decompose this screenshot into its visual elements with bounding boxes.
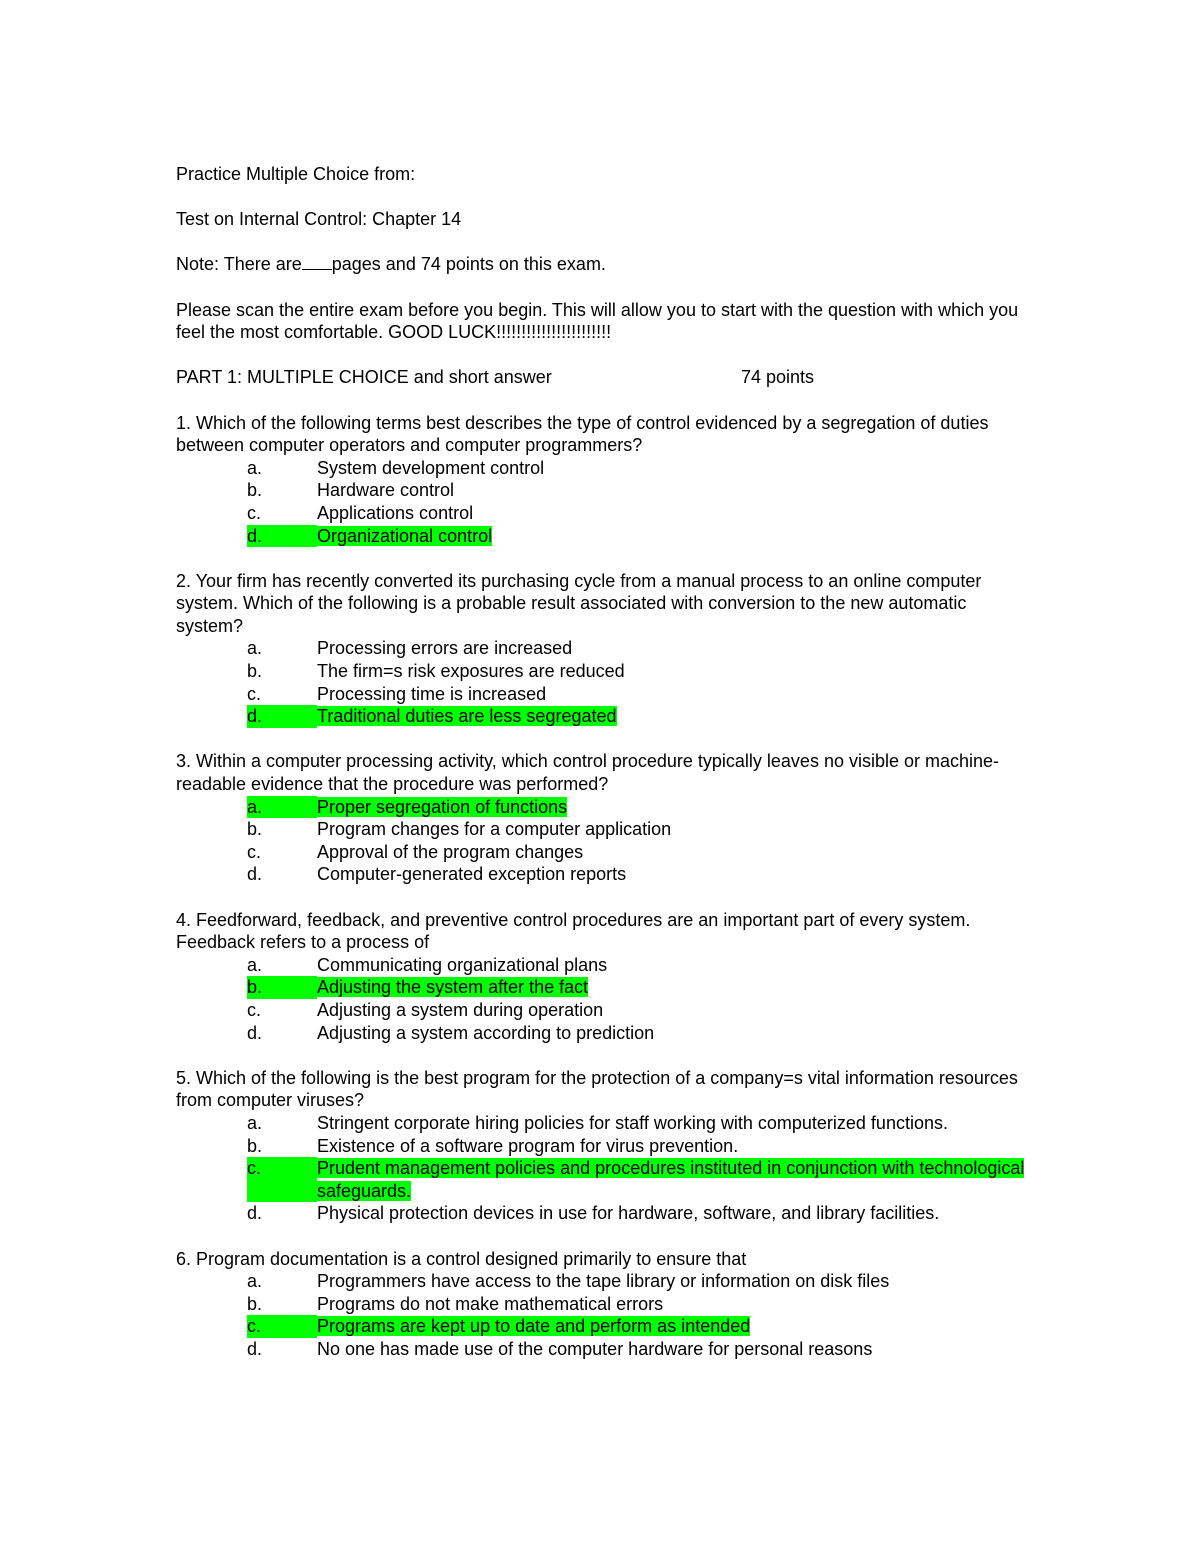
option-letter: c. [247, 1315, 317, 1338]
option-text: System development control [317, 457, 545, 478]
option-letter: d. [247, 525, 317, 548]
option-letter: d. [247, 1022, 263, 1043]
option-text: Prudent management policies and procedures instituted in conjunction with technological safeguards. [317, 1158, 1025, 1201]
option-text: Hardware control [317, 480, 455, 501]
option-text-wrap [317, 502, 1036, 525]
answer-option [247, 479, 1036, 502]
answer-option-correct [247, 796, 1036, 819]
option-text: Communicating organizational plans [317, 954, 608, 975]
option-text-wrap [317, 683, 1036, 706]
option-letter: b. [247, 819, 263, 840]
answer-option-correct [247, 1315, 1036, 1338]
option-letter: a. [247, 796, 317, 819]
option-letter: c. [247, 841, 262, 862]
option-text: Processing errors are increased [317, 638, 573, 659]
option-text-wrap [317, 1022, 1036, 1045]
answer-option [247, 683, 1036, 706]
exam-instructions: Please scan the entire exam before you begin. This will allow you to start with the question with which you feel the most comfortable. GOOD LUCK!!!!!!!!!!!!!!!!!!!!!!! [176, 299, 1019, 343]
option-text: Physical protection devices in use for hardware, software, and library facilities. [317, 1203, 940, 1224]
option-letter: a. [247, 457, 263, 478]
option-text-wrap [317, 1270, 1036, 1293]
answer-option-correct [247, 976, 1036, 999]
option-letter: a. [247, 1271, 263, 1292]
answer-option [247, 1293, 1036, 1316]
option-text: Programs are kept up to date and perform as intended [317, 1316, 751, 1337]
option-text-wrap [317, 1157, 1036, 1202]
option-text-wrap [317, 457, 1036, 480]
option-letter: d. [247, 864, 263, 885]
option-text-wrap [317, 863, 1036, 886]
option-text-wrap [317, 1135, 1036, 1158]
option-text: Existence of a software program for virus prevention. [317, 1135, 739, 1156]
option-letter: c. [247, 502, 262, 523]
answer-option [247, 999, 1036, 1022]
part-title: PART 1: MULTIPLE CHOICE and short answer [176, 367, 552, 388]
answer-option [247, 1135, 1036, 1158]
option-text: Organizational control [317, 525, 493, 546]
answer-option [247, 1202, 1036, 1225]
answer-option [247, 502, 1036, 525]
option-text: Applications control [317, 502, 474, 523]
option-text-wrap [317, 796, 1036, 819]
answer-options [176, 1270, 1036, 1360]
option-text: No one has made use of the computer hardware for personal reasons [317, 1338, 873, 1359]
answer-options [176, 954, 1036, 1044]
answer-option [247, 863, 1036, 886]
option-letter: c. [247, 683, 262, 704]
answer-option [247, 660, 1036, 683]
option-text: Processing time is increased [317, 683, 547, 704]
option-text-wrap [317, 705, 1036, 728]
answer-option-correct [247, 705, 1036, 728]
option-text: Adjusting the system after the fact [317, 977, 589, 998]
answer-options [176, 1112, 1036, 1225]
pages-blank [302, 255, 332, 270]
part-points: 74 points [741, 367, 815, 388]
option-text-wrap [317, 1112, 1036, 1135]
option-text: Stringent corporate hiring policies for staff working with computerized functions. [317, 1112, 948, 1133]
note-suffix: pages and 74 points on this exam. [331, 254, 606, 275]
option-letter: b. [247, 480, 263, 501]
option-text-wrap [317, 637, 1036, 660]
exam-page [176, 163, 1036, 1383]
answer-option [247, 457, 1036, 480]
doc-heading: Practice Multiple Choice from: [176, 164, 416, 184]
option-text-wrap [317, 1338, 1036, 1361]
answer-option [247, 637, 1036, 660]
option-text-wrap [317, 1202, 1036, 1225]
option-text: Adjusting a system according to prediction [317, 1022, 655, 1043]
option-text-wrap [317, 1293, 1036, 1316]
option-letter: a. [247, 954, 263, 975]
answer-option [247, 1112, 1036, 1135]
option-text-wrap [317, 818, 1036, 841]
option-text-wrap [317, 479, 1036, 502]
option-letter: c. [247, 999, 262, 1020]
option-letter: a. [247, 638, 263, 659]
note-prefix: Note: There are [176, 254, 302, 275]
question-text: 3. Within a computer processing activity, which control procedure typically leaves no visible or machine-readable evidence that the procedure was performed? [176, 751, 1000, 795]
option-text: Traditional duties are less segregated [317, 706, 617, 727]
question-text: 6. Program documentation is a control designed primarily to ensure that [176, 1248, 747, 1269]
option-text: Program changes for a computer application [317, 819, 672, 840]
option-letter: d. [247, 1203, 263, 1224]
option-letter: c. [247, 1157, 317, 1202]
answer-option-correct [247, 525, 1036, 548]
part-heading [176, 366, 1036, 389]
question-text: 2. Your firm has recently converted its purchasing cycle from a manual process to an online computer system. Which of the following is a probable result associated with conversion to the new automatic system? [176, 570, 982, 636]
question-4 [176, 909, 1036, 1045]
question-list [176, 412, 1036, 1361]
answer-option [247, 841, 1036, 864]
option-letter: b. [247, 661, 263, 682]
answer-options [176, 457, 1036, 547]
answer-option-correct [247, 1157, 1036, 1202]
option-text: Computer-generated exception reports [317, 864, 627, 885]
exam-note [176, 253, 1036, 276]
option-letter: b. [247, 1135, 263, 1156]
option-text: Programs do not make mathematical errors [317, 1293, 664, 1314]
option-text: The firm=s risk exposures are reduced [317, 661, 625, 682]
option-letter: b. [247, 1293, 263, 1314]
question-1 [176, 412, 1036, 548]
option-text: Programmers have access to the tape library or information on disk files [317, 1271, 890, 1292]
question-text: 1. Which of the following terms best describes the type of control evidenced by a segregation of duties between computer operators and computer programmers? [176, 412, 989, 456]
question-6 [176, 1248, 1036, 1361]
answer-option [247, 1022, 1036, 1045]
answer-option [247, 1270, 1036, 1293]
question-text: 4. Feedforward, feedback, and preventive control procedures are an important part of every system. Feedback refers to a process of [176, 909, 971, 953]
question-3 [176, 750, 1036, 886]
option-text-wrap [317, 525, 1036, 548]
option-letter: d. [247, 705, 317, 728]
option-text-wrap [317, 999, 1036, 1022]
question-5 [176, 1067, 1036, 1225]
option-text-wrap [317, 976, 1036, 999]
answer-options [176, 637, 1036, 727]
option-letter: b. [247, 976, 317, 999]
option-text-wrap [317, 1315, 1036, 1338]
answer-option [247, 1338, 1036, 1361]
option-letter: a. [247, 1112, 263, 1133]
option-letter: d. [247, 1338, 263, 1359]
option-text-wrap [317, 841, 1036, 864]
option-text: Approval of the program changes [317, 841, 584, 862]
answer-options [176, 796, 1036, 886]
answer-option [247, 818, 1036, 841]
option-text: Proper segregation of functions [317, 796, 568, 817]
option-text-wrap [317, 660, 1036, 683]
question-text: 5. Which of the following is the best program for the protection of a company=s vital information resources from computer viruses? [176, 1067, 1018, 1111]
question-2 [176, 570, 1036, 728]
option-text-wrap [317, 954, 1036, 977]
test-title: Test on Internal Control: Chapter 14 [176, 209, 462, 230]
option-text: Adjusting a system during operation [317, 999, 604, 1020]
answer-option [247, 954, 1036, 977]
